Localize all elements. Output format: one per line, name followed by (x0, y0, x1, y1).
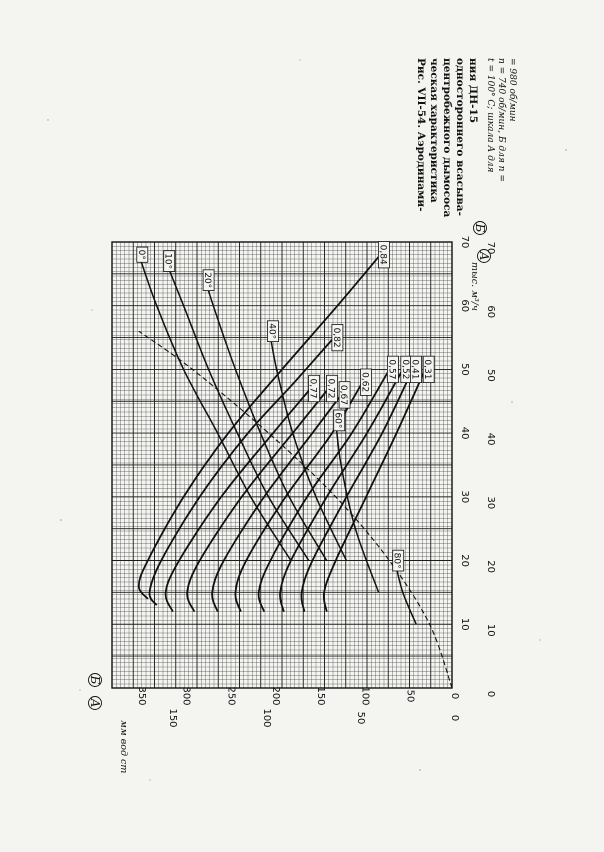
series-label-text: 0,84 (377, 244, 388, 265)
pressure-tick-b: 200 (270, 686, 282, 706)
caption-note-1: t = 100° C; шкала А для (485, 58, 495, 173)
pressure-tick-b: 350 (135, 686, 147, 706)
series-label-8 (410, 356, 422, 382)
figure-caption (415, 58, 518, 217)
flow-tick-a: 0 (485, 690, 496, 698)
flow-tick-a: 20 (485, 560, 496, 573)
flow-tick-a: 10 (485, 623, 496, 637)
pressure-tick-a: 100 (261, 708, 273, 728)
series-label-14 (333, 410, 345, 431)
series-label-text: 0,77 (307, 378, 318, 399)
caption-line-2: ческая характеристика (428, 58, 440, 203)
flow-tick-b: 60 (459, 299, 470, 313)
flow-tick-a: 60 (485, 305, 496, 319)
pressure-tick-b: 150 (314, 686, 326, 706)
svg-text:А: А (477, 251, 491, 261)
flow-tick-a: 50 (485, 369, 496, 382)
svg-text:А: А (88, 698, 102, 708)
pressure-tick-a: 150 (167, 708, 179, 728)
svg-text:Б: Б (88, 675, 102, 685)
flow-tick-b: 50 (459, 363, 470, 376)
series-label-text: 0,62 (359, 372, 370, 393)
series-label-text: 20° (202, 272, 213, 289)
pressure-tick-b: 0 (449, 692, 460, 700)
series-label-5 (360, 369, 372, 395)
series-label-text: 10° (162, 253, 173, 270)
flow-tick-b: 70 (459, 235, 470, 249)
scale-a-marker-top (477, 250, 491, 263)
flow-tick-b: 30 (459, 490, 470, 504)
pressure-unit-label: мм вод ст (118, 720, 129, 774)
series-label-text: 0° (135, 249, 146, 260)
series-label-text: 60° (332, 412, 343, 429)
series-label-9 (422, 356, 434, 382)
pressure-tick-a: 50 (355, 711, 367, 725)
flow-unit-label: тыс. м³/ч (469, 262, 480, 311)
series-label-text: 0,52 (399, 359, 410, 380)
series-curve-4 (212, 395, 341, 612)
pressure-tick-b: 300 (180, 686, 192, 706)
scale-b-marker-top (473, 222, 487, 235)
svg-text:Б: Б (473, 223, 487, 233)
series-label-text: 0,31 (422, 359, 433, 380)
caption-line-1: Рис. VII-54. Аэродинами- (415, 58, 427, 212)
series-label-0 (377, 242, 389, 268)
flow-tick-b: 20 (459, 554, 470, 567)
series-label-text: 0,72 (325, 378, 336, 399)
flow-tick-b: 40 (459, 426, 470, 440)
caption-line-5: ния ДН-15 (467, 58, 479, 124)
flow-tick-a: 30 (485, 496, 496, 510)
series-label-2 (308, 375, 320, 401)
series-label-11 (163, 251, 175, 272)
series-label-text: 0,67 (338, 384, 349, 405)
series-label-10 (136, 247, 148, 262)
series-label-text: 80° (391, 552, 402, 569)
series-label-text: 0,41 (409, 359, 420, 380)
flow-tick-a: 70 (485, 241, 496, 255)
caption-note-2: n = 740 об/мин, Б для n = (496, 58, 506, 182)
flow-tick-a: 40 (485, 432, 496, 446)
series-curve-8 (301, 369, 412, 611)
caption-line-4: одностороннего всасыва- (454, 58, 466, 216)
series-label-15 (392, 550, 404, 571)
chart-plot-area (112, 236, 496, 728)
scale-a-marker-left (88, 697, 102, 710)
series-label-text: 0,57 (386, 359, 397, 380)
series-label-13 (267, 321, 279, 342)
series-label-3 (326, 375, 338, 401)
pressure-tick-b: 50 (404, 689, 416, 703)
series-label-4 (338, 382, 350, 408)
series-label-6 (386, 356, 398, 382)
series-label-12 (202, 270, 214, 291)
series-label-1 (331, 324, 343, 350)
series-label-text: 40° (266, 323, 277, 340)
pressure-tick-b: 250 (225, 686, 237, 706)
caption-note-3: = 980 об/мин (507, 58, 517, 122)
pressure-tick-b: 100 (359, 686, 371, 706)
scale-b-marker-left (88, 674, 102, 687)
flow-tick-b: 10 (459, 617, 470, 631)
caption-line-3: центробежного дымососа (441, 58, 453, 218)
series-label-text: 0,82 (330, 327, 341, 348)
pressure-tick-a: 0 (449, 714, 460, 722)
